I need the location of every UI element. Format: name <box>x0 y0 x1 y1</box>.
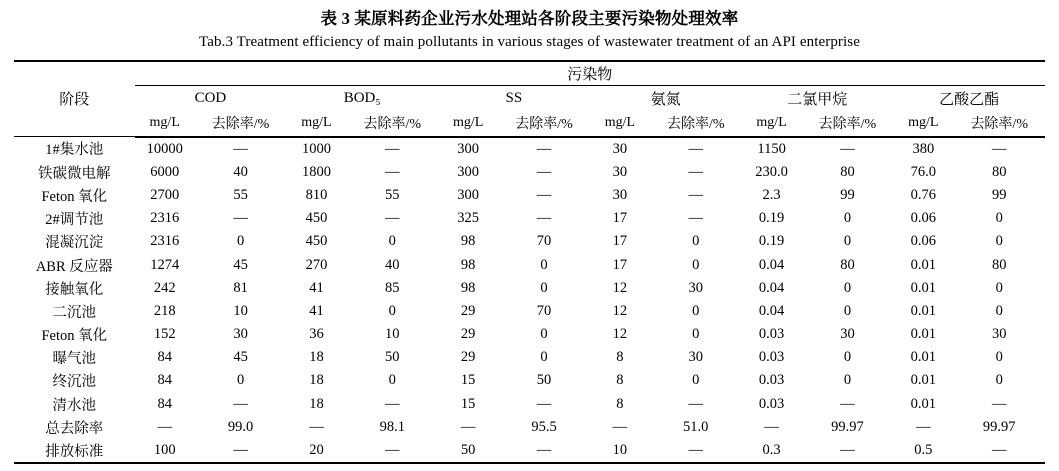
cell-value: 0 <box>995 210 1003 227</box>
cell-value: 1150 <box>757 140 786 157</box>
header-ammonia-unit: mg/L <box>590 111 650 137</box>
cell-value: 300 <box>457 186 480 203</box>
table-row <box>14 184 1045 207</box>
cell-value: 152 <box>153 326 176 343</box>
cell-value: 29 <box>460 302 476 319</box>
cell-value: 0 <box>995 279 1003 296</box>
cell-value: 17 <box>612 256 628 273</box>
cell-value: 0.01 <box>910 326 936 343</box>
cell-value: 50 <box>438 439 498 463</box>
cell-value: — <box>498 439 589 463</box>
table-row <box>14 439 1045 463</box>
cell-value: 6000 <box>150 163 180 180</box>
cell-value: 17 <box>612 233 628 250</box>
header-row-group-title <box>14 61 1045 86</box>
row-stage-label: 曝气池 <box>52 351 97 368</box>
cell-value: 98 <box>460 233 476 250</box>
cell-value: 2.3 <box>762 186 781 203</box>
cell-value: 242 <box>153 279 176 296</box>
table-row <box>14 323 1045 346</box>
cell-value: 1800 <box>301 163 331 180</box>
header-group-ethyl-acetate: 乙酸乙酯 <box>939 91 1000 108</box>
cell-value: 55 <box>385 186 400 203</box>
cell-value: — <box>536 186 552 203</box>
table-row <box>14 230 1045 253</box>
row-stage-label: 清水池 <box>52 397 97 414</box>
cell-value: 50 <box>385 349 400 366</box>
cell-value: 30 <box>612 140 628 157</box>
cell-value: 0.3 <box>741 439 801 463</box>
cell-value: 0 <box>540 256 548 273</box>
header-ea-unit: mg/L <box>893 111 953 137</box>
cell-value: 0 <box>692 233 700 250</box>
cell-value: — <box>233 140 248 157</box>
table-row <box>14 300 1045 323</box>
cell-value: 0 <box>388 302 396 319</box>
cell-value: 100 <box>135 439 195 463</box>
table-body <box>14 61 1045 464</box>
cell-value: — <box>536 163 552 180</box>
cell-value: 30 <box>688 349 703 366</box>
header-ss-unit: mg/L <box>438 111 498 137</box>
row-stage-label: 终沉池 <box>52 374 97 391</box>
cell-value: — <box>688 186 703 203</box>
cell-value: — <box>612 418 628 435</box>
cell-value: 30 <box>612 163 628 180</box>
cell-value: 0 <box>995 233 1003 250</box>
cell-value: 95.5 <box>531 418 557 435</box>
cell-value: 1274 <box>150 256 180 273</box>
header-group-ammonia: 氨氮 <box>650 91 681 108</box>
cell-value: 0 <box>236 372 245 389</box>
cell-value: 0.19 <box>758 210 785 227</box>
cell-value: 40 <box>233 163 248 180</box>
row-stage-label: 二沉池 <box>52 304 97 321</box>
header-dcm-unit: mg/L <box>741 111 801 137</box>
cell-value: 10 <box>590 439 650 463</box>
cell-value: 55 <box>233 186 248 203</box>
cell-value: 450 <box>305 210 328 227</box>
cell-value: — <box>688 163 703 180</box>
pollutant-efficiency-table <box>14 60 1045 465</box>
cell-value: 0 <box>388 233 396 250</box>
cell-value: 41 <box>309 302 324 319</box>
table-row <box>14 416 1045 439</box>
cell-value: 76.0 <box>910 163 936 180</box>
cell-value: 51.0 <box>683 418 709 435</box>
cell-value: — <box>195 439 286 463</box>
row-stage-label: 总去除率 <box>45 420 104 437</box>
cell-value: 30 <box>991 326 1007 343</box>
table-row <box>14 253 1045 276</box>
cell-value: — <box>385 140 400 157</box>
cell-value: 18 <box>309 395 324 412</box>
cell-value: 0 <box>692 302 700 319</box>
cell-value: 98.1 <box>379 418 405 435</box>
cell-value: 0 <box>540 326 548 343</box>
row-stage-label: 排放标准 <box>14 439 135 463</box>
cell-value: — <box>385 395 400 412</box>
cell-value: 0.04 <box>758 256 785 273</box>
table-row <box>14 393 1045 416</box>
header-row-groups <box>14 85 1045 111</box>
cell-value: 18 <box>309 372 324 389</box>
cell-value: 15 <box>460 372 476 389</box>
cell-value: 85 <box>385 279 400 296</box>
cell-value: 98 <box>460 256 476 273</box>
cell-value: 0.03 <box>758 395 785 412</box>
cell-value: 0 <box>843 210 852 227</box>
cell-value: — <box>688 140 703 157</box>
cell-value: 40 <box>385 256 400 273</box>
cell-value: 10 <box>385 326 400 343</box>
header-ammonia-rate: 去除率/% <box>650 111 741 137</box>
cell-value: 2316 <box>150 233 180 250</box>
cell-value: 30 <box>612 186 628 203</box>
cell-value: — <box>536 395 552 412</box>
cell-value: 300 <box>457 140 480 157</box>
row-stage-label: Feton 氧化 <box>41 328 108 345</box>
cell-value: 0.01 <box>910 395 936 412</box>
cell-value: 80 <box>991 256 1007 273</box>
cell-value: 0 <box>843 233 852 250</box>
cell-value: 45 <box>233 256 248 273</box>
table-row <box>14 137 1045 161</box>
header-ea-rate: 去除率/% <box>953 111 1045 137</box>
cell-value: — <box>991 140 1007 157</box>
row-stage-label: 1#集水池 <box>45 142 104 159</box>
cell-value: 81 <box>233 279 248 296</box>
header-cod-unit: mg/L <box>135 111 195 137</box>
cell-value: 15 <box>460 395 476 412</box>
cell-value: 218 <box>153 302 176 319</box>
header-stage: 阶段 <box>14 61 135 137</box>
cell-value: — <box>840 395 855 412</box>
cell-value: 99 <box>840 186 855 203</box>
cell-value: 0 <box>236 233 245 250</box>
cell-value: 29 <box>460 349 476 366</box>
cell-value: — <box>233 395 248 412</box>
cell-value: — <box>536 210 552 227</box>
cell-value: 1000 <box>301 140 331 157</box>
cell-value: 17 <box>612 210 628 227</box>
cell-value: 84 <box>157 349 172 366</box>
table-caption <box>14 8 1045 53</box>
cell-value: 8 <box>616 395 624 412</box>
header-row-units <box>14 111 1045 137</box>
cell-value: 0.01 <box>910 279 936 296</box>
cell-value: 0.03 <box>758 349 785 366</box>
cell-value: 810 <box>305 186 328 203</box>
cell-value: 0.01 <box>910 256 936 273</box>
row-stage-label: 铁碳微电解 <box>38 165 111 182</box>
cell-value: 0 <box>843 279 852 296</box>
cell-value: 80 <box>991 163 1007 180</box>
cell-value: 80 <box>840 256 855 273</box>
cell-value: 41 <box>309 279 324 296</box>
header-group-dichloromethane: 二氯甲烷 <box>787 91 848 108</box>
cell-value: 230.0 <box>755 163 788 180</box>
cell-value: 0 <box>540 349 548 366</box>
cell-value: — <box>233 210 248 227</box>
cell-value: 30 <box>688 279 703 296</box>
header-group-cod: COD <box>194 89 227 106</box>
cell-value: 99.0 <box>227 418 254 435</box>
header-group-bod5: BOD₅ <box>343 89 381 106</box>
cell-value: 0 <box>995 349 1003 366</box>
header-group-ss: SS <box>505 89 523 106</box>
table-row <box>14 346 1045 369</box>
cell-value: 84 <box>157 395 172 412</box>
cell-value: 0.19 <box>758 233 785 250</box>
cell-value: 12 <box>612 302 628 319</box>
cell-value: 0 <box>843 372 852 389</box>
cell-value: 0 <box>692 256 700 273</box>
cell-value: 0 <box>995 372 1003 389</box>
row-stage-label: ABR 反应器 <box>35 258 113 275</box>
cell-value: — <box>460 418 476 435</box>
cell-value: 325 <box>457 210 480 227</box>
cell-value: — <box>764 418 779 435</box>
cell-value: 20 <box>286 439 346 463</box>
table-row <box>14 161 1045 184</box>
cell-value: 0.01 <box>910 349 936 366</box>
cell-value: 8 <box>616 372 624 389</box>
header-bod5-rate: 去除率/% <box>347 111 438 137</box>
cell-value: 450 <box>305 233 328 250</box>
caption-english: Tab.3 Treatment efficiency of main pollutants in various stages of wastewater treatment of an API enterprise <box>199 34 860 51</box>
cell-value: 84 <box>157 372 172 389</box>
cell-value: 0.04 <box>758 279 785 296</box>
cell-value: 99 <box>991 186 1007 203</box>
header-dcm-rate: 去除率/% <box>802 111 893 137</box>
cell-value: 70 <box>536 233 552 250</box>
cell-value: — <box>688 395 703 412</box>
cell-value: 12 <box>612 326 628 343</box>
cell-value: 12 <box>612 279 628 296</box>
cell-value: 70 <box>536 302 552 319</box>
cell-value: — <box>650 439 741 463</box>
header-pollutant: 污染物 <box>135 61 1045 86</box>
cell-value: 0 <box>995 302 1003 319</box>
cell-value: 10 <box>233 302 248 319</box>
cell-value: 2700 <box>150 186 180 203</box>
caption-chinese: 表 3 某原料药企业污水处理站各阶段主要污染物处理效率 <box>320 9 739 28</box>
cell-value: 0 <box>843 302 852 319</box>
cell-value: 0.06 <box>910 210 936 227</box>
cell-value: — <box>802 439 893 463</box>
cell-value: 29 <box>460 326 476 343</box>
row-stage-label: 接触氧化 <box>45 281 104 298</box>
cell-value: 30 <box>840 326 855 343</box>
cell-value: 0.06 <box>910 233 936 250</box>
header-cod-rate: 去除率/% <box>195 111 286 137</box>
cell-value: 0 <box>540 279 548 296</box>
cell-value: 18 <box>309 349 324 366</box>
cell-value: 0.03 <box>758 372 785 389</box>
cell-value: 0.03 <box>758 326 785 343</box>
cell-value: 270 <box>305 256 328 273</box>
cell-value: 8 <box>616 349 624 366</box>
cell-value: 0 <box>692 326 700 343</box>
cell-value: 50 <box>536 372 552 389</box>
row-stage-label: Feton 氧化 <box>41 188 108 205</box>
row-stage-label: 混凝沉淀 <box>45 235 104 252</box>
cell-value: — <box>347 439 438 463</box>
cell-value: — <box>840 140 855 157</box>
cell-value: — <box>385 210 400 227</box>
cell-value: 380 <box>912 140 935 157</box>
cell-value: 36 <box>309 326 324 343</box>
table-row <box>14 207 1045 230</box>
cell-value: 10000 <box>146 140 183 157</box>
cell-value: — <box>953 439 1045 463</box>
cell-value: 2316 <box>150 210 180 227</box>
cell-value: — <box>309 418 324 435</box>
cell-value: 0.01 <box>910 302 936 319</box>
cell-value: 0.5 <box>893 439 953 463</box>
cell-value: 0.01 <box>910 372 936 389</box>
cell-value: 80 <box>840 163 855 180</box>
cell-value: 0 <box>388 372 396 389</box>
cell-value: 0.04 <box>758 302 785 319</box>
cell-value: 99.97 <box>982 418 1016 435</box>
cell-value: — <box>157 418 172 435</box>
cell-value: — <box>688 210 703 227</box>
cell-value: 98 <box>460 279 476 296</box>
header-ss-rate: 去除率/% <box>498 111 589 137</box>
cell-value: 99.97 <box>831 418 864 435</box>
cell-value: 45 <box>233 349 248 366</box>
cell-value: — <box>536 140 552 157</box>
cell-value: 0 <box>692 372 700 389</box>
header-bod5-unit: mg/L <box>286 111 346 137</box>
cell-value: — <box>991 395 1007 412</box>
table-row <box>14 277 1045 300</box>
row-stage-label: 2#调节池 <box>45 212 104 229</box>
cell-value: — <box>385 163 400 180</box>
table-row <box>14 369 1045 392</box>
cell-value: — <box>916 418 931 435</box>
cell-value: 300 <box>457 163 480 180</box>
cell-value: 0 <box>843 349 852 366</box>
cell-value: 0.76 <box>910 186 936 203</box>
cell-value: 30 <box>233 326 248 343</box>
